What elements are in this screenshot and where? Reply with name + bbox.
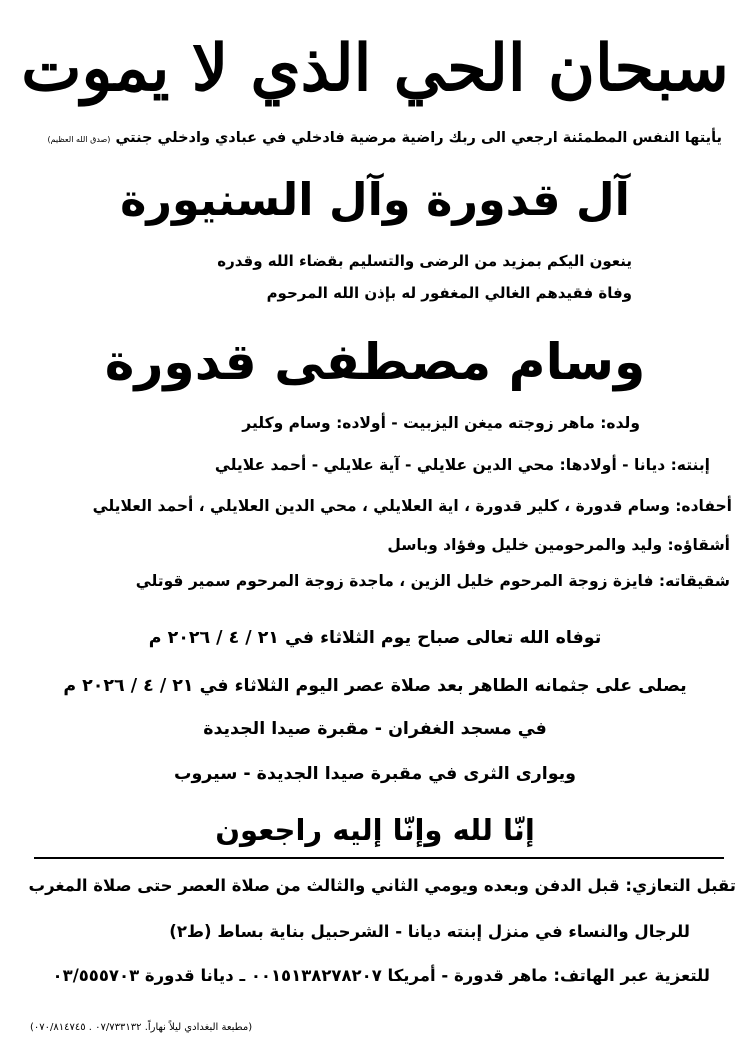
funeral-burial-line: ويوارى الثرى في مقبرة صيدا الجديدة - سيروب (173, 764, 577, 784)
family-line-son: ولده: ماهر زوجته ميغن اليزبيت - أولاده: وسام وكلير (242, 414, 640, 432)
funeral-death-line: توفاه الله تعالى صباح يوم الثلاثاء في ٢١ / ٤ / ٢٠٢٦ م (148, 628, 602, 648)
announcement-line-2: وفاة فقيدهم الغالي المغفور له بإذن الله المرحوم (266, 284, 632, 302)
verse-text: يأيتها النفس المطمئنة ارجعي الى ربك راضية مرضية فادخلي في عبادي وادخلي جنتي (115, 130, 722, 146)
announcement-line-1: ينعون اليكم بمزيد من الرضى والتسليم بقضاء الله وقدره (217, 252, 632, 270)
condolences-times: تقبل التعازي: قبل الدفن وبعده ويومي الثاني والثالث من صلاة العصر حتى صلاة المغرب (28, 876, 736, 895)
family-line-brothers: أشقاؤه: وليد والمرحومين خليل وفؤاد وباسل (387, 536, 730, 554)
families-heading: آل قدورة وآل السنيورة (120, 174, 630, 226)
deceased-name: وسام مصطفى قدورة (104, 332, 646, 391)
family-line-daughter: إبنته: ديانا - أولادها: محي الدين علايلي - آية علايلي - أحمد علايلي (214, 456, 710, 474)
verse-source: (صدق الله العظيم) (47, 135, 111, 144)
header-calligraphy: سبحان الحي الذي لا يموت (21, 31, 729, 106)
funeral-prayer-line: يصلى على جثمانه الطاهر بعد صلاة عصر اليوم الثلاثاء في ٢١ / ٤ / ٢٠٢٦ م (63, 676, 687, 696)
condolences-phone: للتعزية عبر الهاتف: ماهر قدورة - أمريكا ٠٠١٥١٣٨٢٧٨٢٠٧ ـ ديانا قدورة ٠٣/٥٥٥٧٠٣ (52, 966, 710, 985)
quran-verse (47, 130, 722, 146)
family-line-grandchildren: أحفاده: وسام قدورة ، كلير قدورة ، اية العلايلي ، محي الدين العلايلي ، أحمد العلايلي (92, 497, 732, 515)
funeral-mosque-line: في مسجد الغفران - مقبرة صيدا الجديدة (203, 719, 547, 739)
condolences-location: للرجال والنساء في منزل إبنته ديانا - الشرحبيل بناية بساط (ط٢) (169, 922, 690, 941)
printer-credit: (مطبعة البغدادي ليلاً نهاراً. ٠٧/٧٣٣١٣٢ . ٠٧٠/٨١٤٧٤٥) (30, 1022, 253, 1033)
closing-phrase: إنّا لله وإنّا إليه راجعون (215, 813, 535, 847)
section-divider (34, 857, 724, 859)
family-line-sisters: شقيقاته: فايزة زوجة المرحوم خليل الزين ، ماجدة زوجة المرحوم سمير قوتلي (135, 572, 730, 590)
